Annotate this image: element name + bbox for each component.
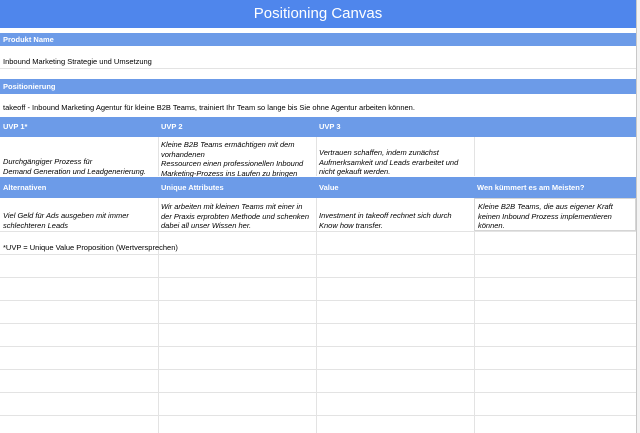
row-divider [0, 254, 636, 255]
uvp-3-header[interactable]: UVP 3 [319, 122, 341, 131]
row-divider [0, 392, 636, 393]
row-divider [0, 323, 636, 324]
produkt-name-header[interactable]: Produkt Name [0, 33, 636, 46]
unique-attributes-header[interactable]: Unique Attributes [161, 183, 224, 192]
row-divider [0, 277, 636, 278]
row-divider [0, 68, 636, 69]
uvp-1-header[interactable]: UVP 1* [3, 122, 28, 131]
col-divider [474, 137, 475, 176]
row-divider [0, 300, 636, 301]
positionierung-value[interactable]: takeoff - Inbound Marketing Agentur für kleine B2B Teams, trainiert Ihr Team so lange bis Sie ohne Agentur arbeiten können. [3, 103, 415, 112]
uvp-1-text: Durchgängiger Prozess für Demand Generation und Leadgenerierung. [3, 157, 147, 176]
col-divider [158, 198, 159, 433]
uvp-2-header[interactable]: UVP 2 [161, 122, 183, 131]
wen-kuemmert-header[interactable]: Wen kümmert es am Meisten? [477, 183, 585, 192]
row-divider [0, 369, 636, 370]
col-divider [474, 198, 475, 433]
wen-kuemmert-cell[interactable] [474, 198, 636, 231]
wen-kuemmert-text: Kleine B2B Teams, die aus eigener Kraft keinen Inbound Prozess implementieren können. [478, 202, 613, 230]
row-divider [0, 346, 636, 347]
col-divider [316, 198, 317, 433]
unique-attributes-cell[interactable]: Wir arbeiten mit kleinen Teams mit einer in der Praxis erprobten Methode und schenken dabei all unser Wissen her. [161, 202, 310, 230]
alternativen-header[interactable]: Alternativen [3, 183, 47, 192]
uvp-2-cell[interactable]: Kleine B2B Teams ermächtigen mit dem vorhandenen Ressourcen einen professionellen Inbound Marketing-Prozess ins Laufen zu bringen [161, 140, 304, 178]
produkt-name-value[interactable]: Inbound Marketing Strategie und Umsetzung [3, 57, 152, 66]
page-title: Positioning Canvas [0, 0, 636, 28]
alternativen-cell[interactable]: Viel Geld für Ads ausgeben mit immer schlechteren Leads [3, 211, 129, 230]
value-header[interactable]: Value [319, 183, 339, 192]
footnote[interactable]: *UVP = Unique Value Proposition (Wertversprechen) [3, 243, 178, 252]
uvp-3-cell[interactable]: Vertrauen schaffen, indem zunächst Aufmerksamkeit und Leads erarbeitet und nicht gekauft werden. [319, 148, 459, 176]
row-divider [0, 231, 636, 232]
attributes-header-row [0, 177, 636, 198]
uvp-header-row [0, 117, 636, 137]
value-cell[interactable]: Investment in takeoff rechnet sich durch Know how transfer. [319, 211, 452, 230]
positionierung-header[interactable]: Positionierung [0, 79, 636, 94]
row-divider [0, 415, 636, 416]
uvp-1-cell[interactable] [0, 157, 158, 176]
sheet-right-edge [636, 0, 640, 433]
